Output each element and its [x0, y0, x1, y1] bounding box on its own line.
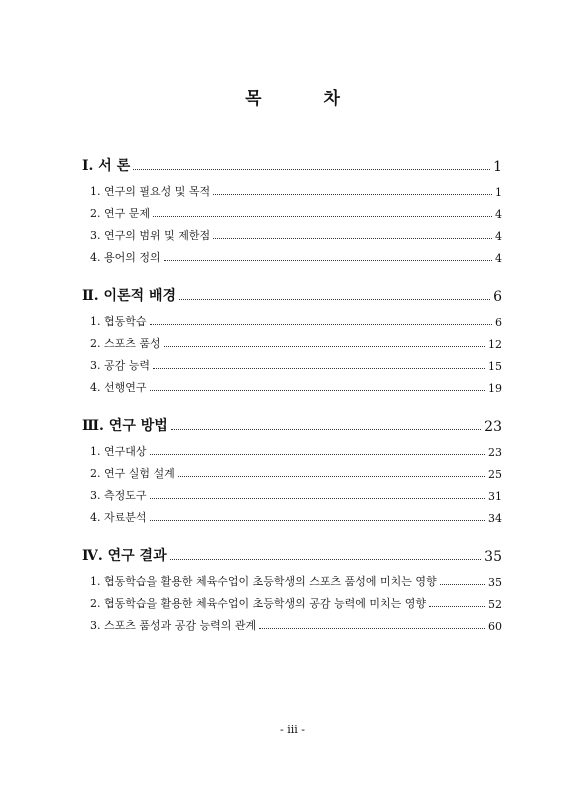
table-of-contents: [82, 153, 502, 651]
toc-chapter-1: [82, 153, 502, 265]
toc-item-label: 3. 공감 능력: [90, 359, 150, 372]
toc-page-number: 60: [488, 620, 502, 633]
toc-item[interactable]: [82, 459, 502, 481]
toc-item[interactable]: [82, 199, 502, 221]
toc-chapter-heading[interactable]: [82, 153, 502, 175]
toc-page-number: 23: [484, 419, 502, 435]
toc-chapter-heading[interactable]: [82, 283, 502, 305]
toc-chapter-label: Ⅲ. 연구 방법: [82, 418, 168, 434]
toc-page-number: 12: [488, 338, 502, 351]
toc-item-label: 2. 연구 실험 설계: [90, 467, 175, 480]
toc-item[interactable]: [82, 243, 502, 265]
dot-leader: [170, 559, 482, 560]
dot-leader: [150, 454, 486, 455]
dot-leader: [153, 368, 485, 369]
toc-item[interactable]: [82, 481, 502, 503]
toc-page-number: 52: [488, 598, 502, 611]
toc-page-number: 4: [495, 230, 502, 243]
toc-item-label: 2. 연구 문제: [90, 207, 150, 220]
toc-item-label: 3. 스포츠 품성과 공감 능력의 관계: [90, 619, 257, 632]
page-number-footer: - iii -: [280, 723, 305, 736]
dot-leader: [150, 520, 486, 521]
dot-leader: [440, 584, 485, 585]
toc-item[interactable]: [82, 177, 502, 199]
toc-item[interactable]: [82, 329, 502, 351]
dot-leader: [150, 390, 486, 391]
dot-leader: [164, 346, 485, 347]
dot-leader: [429, 606, 485, 607]
toc-chapter-4: [82, 543, 502, 633]
toc-item[interactable]: [82, 437, 502, 459]
toc-chapter-label: Ⅰ. 서 론: [82, 158, 131, 174]
toc-chapter-heading[interactable]: [82, 543, 502, 565]
toc-item[interactable]: [82, 307, 502, 329]
toc-chapter-heading[interactable]: [82, 413, 502, 435]
toc-item[interactable]: [82, 611, 502, 633]
toc-page-number: 1: [493, 159, 502, 175]
toc-item-label: 3. 측정도구: [90, 489, 147, 502]
toc-item-label: 1. 연구대상: [90, 445, 147, 458]
toc-page-number: 23: [488, 446, 502, 459]
toc-page-number: 15: [488, 360, 502, 373]
toc-page-number: 4: [495, 252, 502, 265]
toc-item-label: 2. 협동학습을 활용한 체육수업이 초등학생의 공감 능력에 미치는 영향: [90, 597, 426, 610]
toc-item-label: 3. 연구의 범위 및 제한점: [90, 229, 211, 242]
dot-leader: [171, 429, 481, 430]
toc-page-number: 6: [493, 289, 502, 305]
toc-page-number: 35: [488, 576, 502, 589]
toc-item[interactable]: [82, 373, 502, 395]
dot-leader: [150, 498, 486, 499]
toc-item[interactable]: [82, 503, 502, 525]
toc-item-label: 2. 스포츠 품성: [90, 337, 161, 350]
toc-item[interactable]: [82, 351, 502, 373]
toc-item[interactable]: [82, 221, 502, 243]
toc-item-label: 1. 협동학습을 활용한 체육수업이 초등학생의 스포츠 품성에 미치는 영향: [90, 575, 437, 588]
toc-item[interactable]: [82, 567, 502, 589]
toc-page-number: 31: [488, 490, 502, 503]
toc-page-number: 35: [484, 549, 502, 565]
toc-page-number: 4: [495, 208, 502, 221]
toc-chapter-2: [82, 283, 502, 395]
toc-chapter-label: Ⅳ. 연구 결과: [82, 548, 167, 564]
toc-chapter-label: Ⅱ. 이론적 배경: [82, 288, 177, 304]
dot-leader: [133, 169, 490, 170]
dot-leader: [259, 628, 485, 629]
toc-item-label: 4. 용어의 정의: [90, 251, 161, 264]
dot-leader: [213, 194, 492, 195]
toc-page-number: 6: [495, 316, 502, 329]
toc-item-label: 1. 협동학습: [90, 315, 147, 328]
dot-leader: [178, 476, 485, 477]
toc-item-label: 1. 연구의 필요성 및 목적: [90, 185, 211, 198]
toc-item[interactable]: [82, 589, 502, 611]
toc-page-number: 19: [488, 382, 502, 395]
dot-leader: [150, 324, 493, 325]
dot-leader: [164, 260, 492, 261]
toc-chapter-3: [82, 413, 502, 525]
toc-item-label: 4. 자료분석: [90, 511, 147, 524]
toc-item-label: 4. 선행연구: [90, 381, 147, 394]
dot-leader: [213, 238, 492, 239]
toc-page-number: 1: [495, 186, 502, 199]
dot-leader: [153, 216, 492, 217]
page-title: 목 차: [245, 89, 368, 109]
dot-leader: [179, 299, 490, 300]
toc-page-number: 34: [488, 512, 502, 525]
toc-page-number: 25: [488, 468, 502, 481]
